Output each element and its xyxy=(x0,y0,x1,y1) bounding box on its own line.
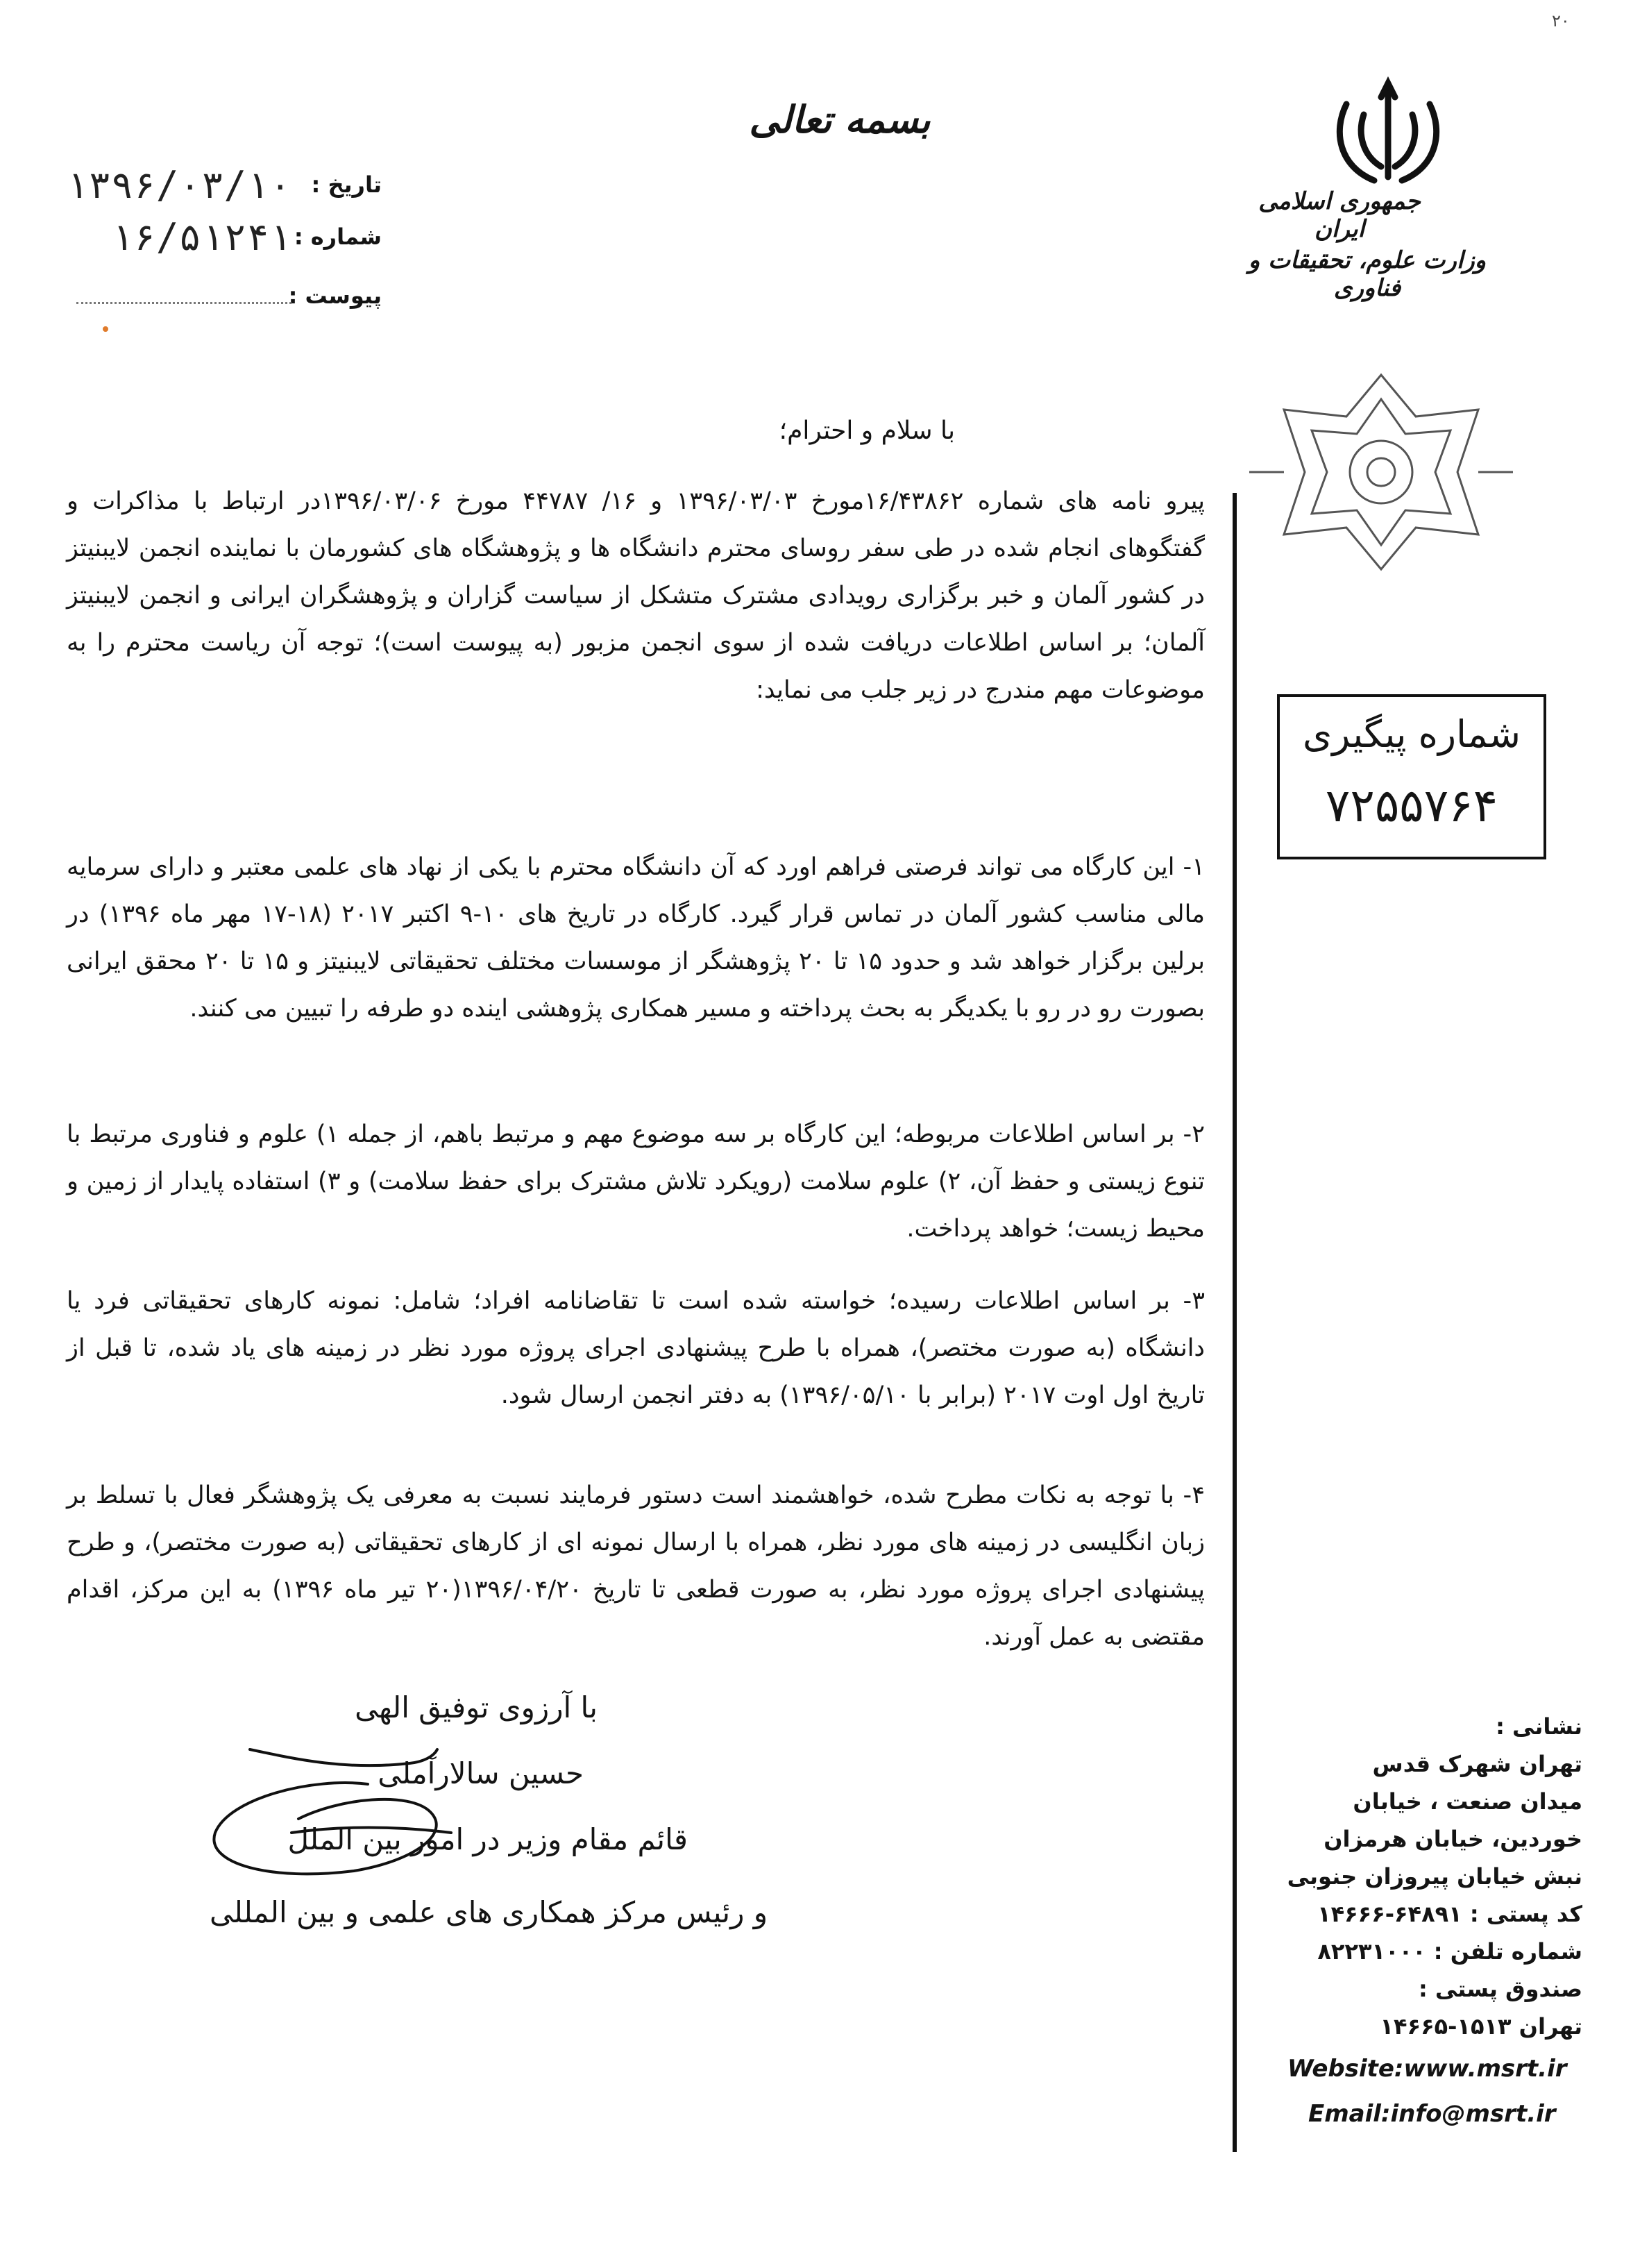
attachment-blank xyxy=(76,302,291,304)
ornament-icon xyxy=(1249,368,1513,576)
phone-number: شماره تلفن : ۸۲۲۳۱۰۰۰ xyxy=(1317,1938,1582,1965)
closing-wish: با آرزوی توفیق الهی xyxy=(355,1690,598,1724)
greeting: با سلام و احترام؛ xyxy=(779,417,955,445)
attachment-row xyxy=(35,274,382,316)
number-label: شماره : xyxy=(294,224,382,250)
item-4-paragraph: ۴- با توجه به نکات مطرح شده، خواهشمند است دستور فرمایند نسبت به معرفی یک پژوهشگر فعال با تسلط بر زبان انگلیسی در زمینه های مورد نظر، همراه با ارسال نمونه ای از کارهای تحقیقاتی (به صورت مختصر)، و طرح پیشنهادی اجرای پروژه مورد نظر، به صورت قطعی تا تاریخ ۱۳۹۶/۰۴/۲۰(۲۰ تیر ماه ۱۳۹۶) به این مرکز، اقدام مقتضی به عمل آورند. xyxy=(67,1481,1205,1651)
email-link[interactable]: Email:info@msrt.ir xyxy=(1308,2100,1556,2128)
signer-title-2: و رئیس مرکز همکاری های علمی و بین المللی xyxy=(210,1895,768,1929)
signer-name: حسین سالارآملی xyxy=(378,1756,584,1790)
postal-code: کد پستی : ۶۴۸۹۱-۱۴۶۶۶ xyxy=(1317,1901,1582,1927)
basmala: بسمه تعالی xyxy=(749,97,931,142)
number-row xyxy=(35,215,382,257)
website-link[interactable]: Website:www.msrt.ir xyxy=(1287,2055,1567,2083)
address-line: میدان صنعت ، خیابان xyxy=(1353,1788,1582,1815)
item-3-paragraph: ۳- بر اساس اطلاعات رسیده؛ خواسته شده است تا تقاضانامه افراد؛ شامل: نمونه کارهای تحقیقاتی فرد یا دانشگاه (به صورت مختصر)، همراه با طرح پیشنهادی اجرای پروژه مورد نظر در زمینه های یاد شده، تا قبل از تاریخ اول اوت ۲۰۱۷ (برابر با ۱۳۹۶/۰۵/۱۰) به دفتر انجمن ارسال شود. xyxy=(67,1287,1205,1409)
address-label: نشانی : xyxy=(1496,1713,1582,1740)
address-line: خوردین، خیابان هرمزان xyxy=(1324,1826,1582,1852)
tracking-box xyxy=(1277,694,1546,859)
page-mark: ۲۰ xyxy=(1552,11,1570,31)
po-box-label: صندوق پستی : xyxy=(1418,1976,1582,2002)
date-label: تاریخ : xyxy=(311,171,382,198)
intro-paragraph: پیرو نامه های شماره ۱۶/۴۳۸۶۲مورخ ۱۳۹۶/۰۳/۰۳ و ۱۶/ ۴۴۷۸۷ مورخ ۱۳۹۶/۰۳/۰۶در ارتباط با مذاکرات و گفتگوهای انجام شده در طی سفر روسای محترم دانشگاه ها و پژوهشگاه های کشورمان با نماینده انجمن لایبنیتز در کشور آلمان و خبر برگزاری رویدادی مشترک متشکل از سیاست گزاران و پژوهشگران ایرانی و انجمن لایبنیتز آلمان؛ بر اساس اطلاعات دریافت شده از سوی انجمن مزبور (به پیوست است)؛ توجه آن ریاست محترم را به موضوعات مهم مندرج در زیر جلب می نماید: xyxy=(67,487,1206,704)
org-name: جمهوری اسلامی ایران xyxy=(1258,187,1421,243)
ministry-name: وزارت علوم، تحقیقات و فناوری xyxy=(1248,246,1487,302)
tracking-title: شماره پیگیری xyxy=(1303,712,1521,756)
item-2-paragraph: ۲- بر اساس اطلاعات مربوطه؛ این کارگاه بر سه موضوع مهم و مرتبط باهم، از جمله ۱) علوم و فناوری مرتبط با تنوع زیستی و حفظ آن، ۲) علوم سلامت (رویکرد تلاش مشترک برای حفظ سلامت) و ۳) استفاده پایدار از زمین و محیط زیست؛ خواهد پرداخت. xyxy=(67,1120,1205,1243)
address-line: نبش خیابان پیروزان جنوبی xyxy=(1287,1863,1582,1890)
iran-emblem-icon xyxy=(1326,76,1451,194)
address-line: تهران شهرک قدس xyxy=(1372,1751,1582,1777)
tracking-number: ۷۲۵۵۷۶۴ xyxy=(1325,779,1498,832)
signer-title-1: قائم مقام وزیر در امور بین الملل xyxy=(287,1822,688,1856)
date-value: ۱۳۹۶/۰۳/۱۰ xyxy=(65,163,291,207)
po-box: تهران ۱۵۱۳-۱۴۶۶۵ xyxy=(1380,2013,1582,2040)
item-1-paragraph: ۱- این کارگاه می تواند فرصتی فراهم اورد که آن دانشگاه محترم با یکی از نهاد های علمی معتبر و دارای سرمایه مالی مناسب کشور آلمان در تماس قرار گیرد. کارگاه در تاریخ های ۱۰-۹ اکتبر ۲۰۱۷ (۱۸-۱۷ مهر ماه ۱۳۹۶) در برلین برگزار خواهد شد و حدود ۱۵ تا ۲۰ پژوهشگر از موسسات مختلف تحقیقاتی لایبنیتز و ۱۵ تا ۲۰ محقق ایرانی بصورت رو در رو با یکدیگر به بحث پرداخته و مسیر همکاری پژوهشی اینده دو طرفه را تبیین می کنند. xyxy=(67,853,1206,1023)
ink-dot xyxy=(103,326,108,332)
signature-icon xyxy=(187,1722,534,1902)
address-block xyxy=(1194,1708,1582,2045)
attachment-label: پیوست : xyxy=(288,283,382,309)
date-row xyxy=(35,163,382,205)
number-value: ۱۶/۵۱۲۴۱ xyxy=(110,215,291,259)
